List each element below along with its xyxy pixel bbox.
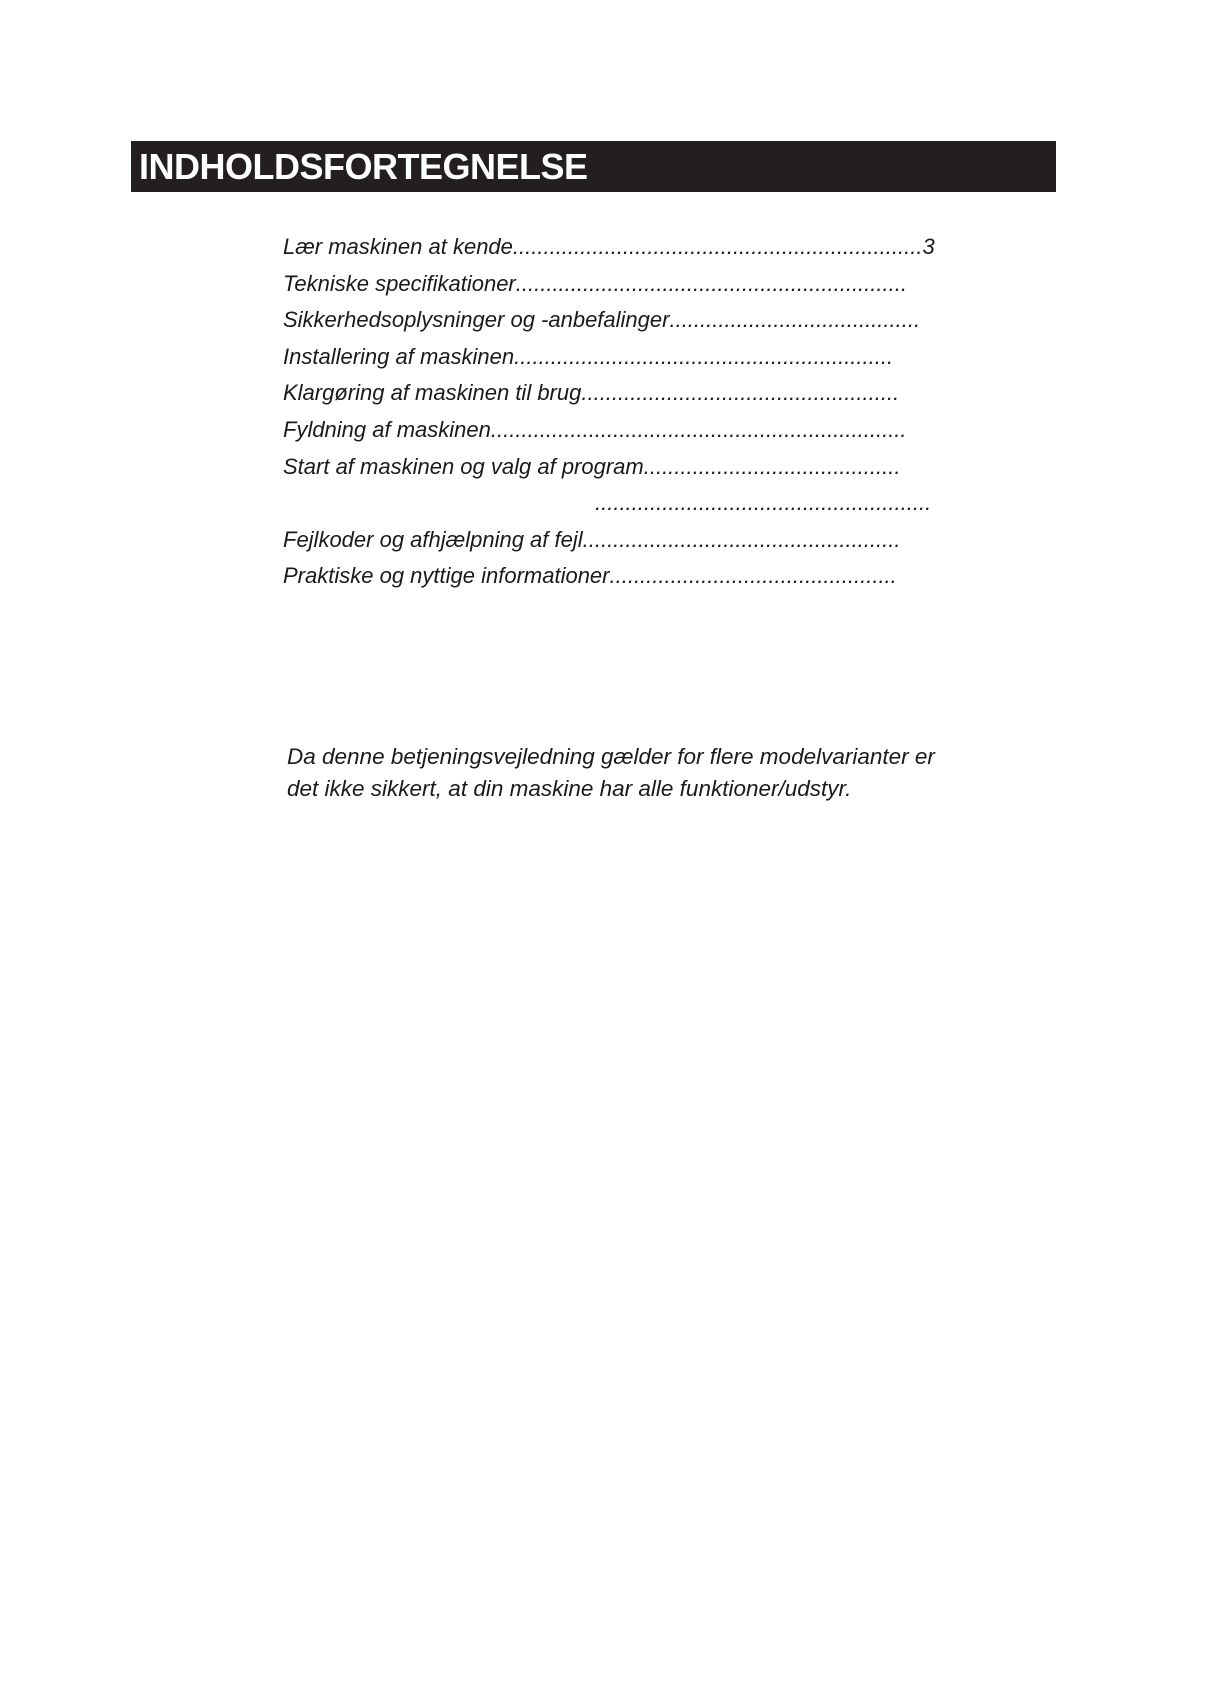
page-title-bar <box>131 141 1056 192</box>
toc-entry-label: Fejlkoder og afhjælpning af fejl <box>283 526 583 552</box>
toc-entry-label: Praktiske og nyttige informationer <box>283 563 610 589</box>
toc-entry-leader: .................................................................... <box>490 416 907 442</box>
toc-entry-label: Installering af maskinen <box>283 343 515 369</box>
toc-entry-label: Fyldning af maskinen <box>283 416 491 442</box>
toc-entry-leader: .................................................... <box>581 380 900 406</box>
toc-entry-leader: .......................................... <box>643 453 901 479</box>
toc-entry <box>283 229 1003 266</box>
toc-entry-leader: ............................................... <box>609 563 897 589</box>
toc-entry-label: Klargøring af maskinen til brug <box>283 380 582 406</box>
toc-entry-leader: ......................................... <box>669 307 921 333</box>
toc-entry <box>283 449 1003 486</box>
model-variant-note <box>287 741 1007 805</box>
toc-entry-label: Lær maskinen at kende <box>283 234 513 259</box>
toc-entry-leader: .................................................... <box>582 526 901 552</box>
toc-entry-label: Start af maskinen og valg af program <box>283 453 644 479</box>
toc-entry-leader: ................................................................... <box>512 234 923 259</box>
toc-entry-continuation <box>283 485 1003 522</box>
toc-entry-label: Tekniske specifikationer <box>283 270 516 296</box>
toc-entry <box>283 302 1003 339</box>
toc-entry-leader: ................................................................ <box>515 270 907 296</box>
toc-entry-page: 3 <box>922 234 935 259</box>
page-title: INDHOLDSFORTEGNELSE <box>139 145 588 187</box>
note-line: Da denne betjeningsvejledning gælder for flere modelvarianter er <box>287 744 935 769</box>
toc-entry-leader: .............................................................. <box>514 343 894 369</box>
toc-entry <box>283 522 1003 559</box>
toc-entry-label: Sikkerhedsoplysninger og -anbefalinger <box>283 307 670 333</box>
toc-entry <box>283 558 1003 595</box>
toc-entry-leader: ....................................................... <box>595 490 932 516</box>
note-line: det ikke sikkert, at din maskine har alle funktioner/udstyr. <box>287 776 852 801</box>
toc-entry <box>283 412 1003 449</box>
toc-entry <box>283 339 1003 376</box>
table-of-contents <box>283 229 1003 595</box>
toc-entry <box>283 266 1003 303</box>
toc-entry <box>283 375 1003 412</box>
